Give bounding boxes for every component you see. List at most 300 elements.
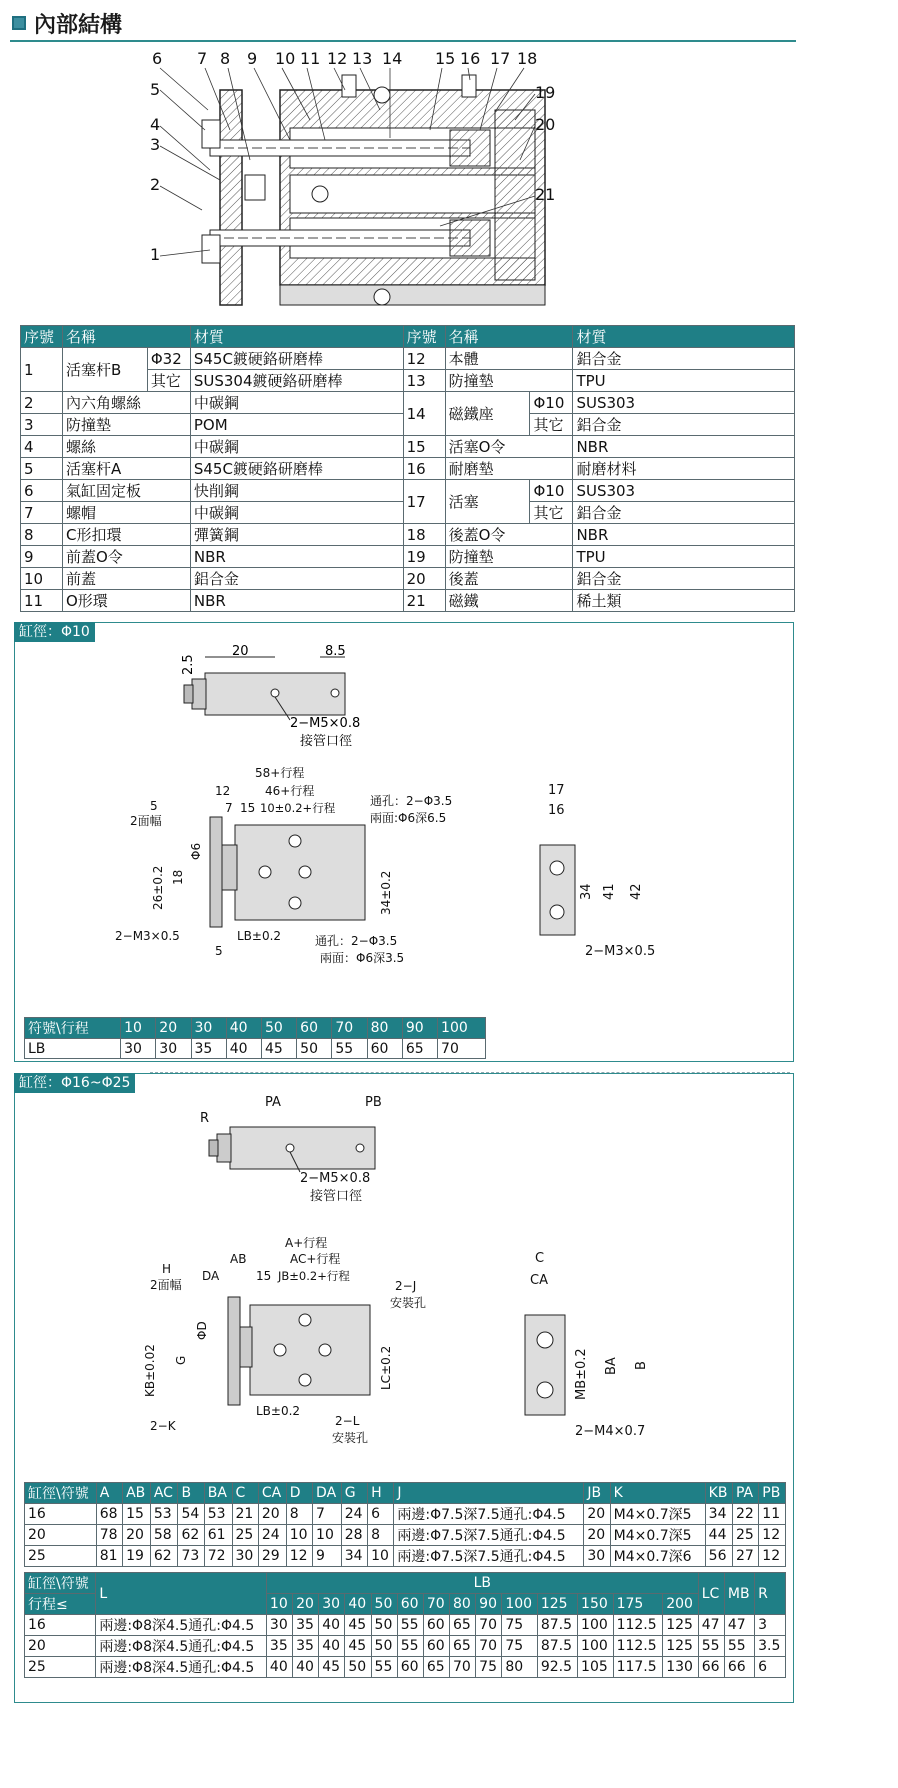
- dim-pb: PB: [365, 1095, 382, 1110]
- cell: 其它: [147, 370, 190, 392]
- cell: 45: [345, 1615, 371, 1636]
- cell: 45: [345, 1636, 371, 1657]
- dim-ab: AB: [230, 1252, 247, 1266]
- header-name-right: 名稱: [445, 326, 573, 348]
- cell: 68: [96, 1504, 122, 1525]
- cell: 65: [450, 1615, 476, 1636]
- cell: 35: [293, 1615, 319, 1636]
- header-material-right: 材質: [573, 326, 795, 348]
- cell: 12: [403, 348, 445, 370]
- cell: 4: [21, 436, 63, 458]
- cell: DA: [313, 1483, 342, 1504]
- dim-lb-2: LB±0.2: [256, 1404, 301, 1418]
- cell: 45: [261, 1039, 296, 1059]
- cell: 35: [266, 1636, 292, 1657]
- cell: 200: [663, 1594, 699, 1615]
- dim-12: 12: [215, 784, 231, 798]
- cell: 符號\行程: [25, 1018, 121, 1039]
- dim-phi6: Φ6: [189, 842, 203, 860]
- callout-1: 1: [150, 245, 161, 264]
- callout-10: 10: [275, 50, 296, 68]
- cell: 10: [286, 1525, 312, 1546]
- cell: 19: [123, 1546, 151, 1567]
- cell: AC: [150, 1483, 178, 1504]
- cell: 175: [613, 1594, 663, 1615]
- cell: 25: [232, 1525, 258, 1546]
- cell: 15: [123, 1504, 151, 1525]
- cell: MB: [724, 1573, 754, 1615]
- cell: LC: [698, 1573, 724, 1615]
- cell: H: [368, 1483, 394, 1504]
- cell: 鋁合金: [573, 568, 795, 590]
- cell: 47: [698, 1615, 724, 1636]
- callout-6: 6: [152, 50, 163, 68]
- cell: M4×0.7深5: [610, 1504, 705, 1525]
- cell: 30: [121, 1039, 156, 1059]
- cell: 15: [403, 436, 445, 458]
- cell: 44: [705, 1525, 732, 1546]
- cell: 缸徑\符號: [25, 1483, 97, 1504]
- cell: 10: [266, 1594, 292, 1615]
- port-label-2: 接管口徑: [310, 1189, 363, 1204]
- thread-m3: 2−M3×0.5: [115, 929, 180, 943]
- cell: 65: [423, 1657, 449, 1678]
- cell: 50: [371, 1636, 397, 1657]
- thread-m3-end: 2−M3×0.5: [585, 944, 656, 959]
- cell: 45: [319, 1657, 345, 1678]
- parts-table: [20, 325, 795, 612]
- cell: 3: [755, 1615, 786, 1636]
- cell: 27: [732, 1546, 758, 1567]
- dim-h: H: [162, 1262, 172, 1276]
- table-row: [21, 546, 795, 568]
- table-row: [21, 568, 795, 590]
- cell: 20: [258, 1504, 286, 1525]
- cell: LB: [266, 1573, 698, 1594]
- cell: 活塞杆A: [62, 458, 190, 480]
- callout-21: 21: [535, 185, 556, 204]
- cell: 72: [204, 1546, 232, 1567]
- cell: 中碳鋼: [190, 436, 403, 458]
- mount-hole-l: 2−L: [335, 1414, 360, 1428]
- callout-3: 3: [150, 135, 161, 154]
- cell: 75: [502, 1615, 538, 1636]
- cell: M4×0.7深6: [610, 1546, 705, 1567]
- port-size: 2−M5×0.8: [290, 716, 361, 731]
- section-bore-16-25-label: 缸徑：Φ16~Φ25: [14, 1073, 135, 1093]
- cell: 80: [502, 1657, 538, 1678]
- cell: 防撞墊: [445, 546, 573, 568]
- cell: 2: [21, 392, 63, 414]
- page-title: 內部結構: [34, 12, 123, 38]
- callout-7: 7: [197, 50, 208, 68]
- dim-20: 20: [232, 645, 249, 659]
- cell: 10: [368, 1546, 394, 1567]
- cell: 鋁合金: [573, 502, 795, 524]
- cell: 87.5: [537, 1636, 577, 1657]
- cell: 11: [759, 1504, 786, 1525]
- cell: 螺絲: [62, 436, 190, 458]
- cell: 24: [341, 1504, 367, 1525]
- cell: 防撞墊: [445, 370, 573, 392]
- callout-18: 18: [517, 50, 538, 68]
- cell: 60: [397, 1594, 423, 1615]
- port-size-2: 2−M5×0.8: [300, 1171, 371, 1186]
- cell: 其它: [530, 414, 573, 436]
- cell: 34: [341, 1546, 367, 1567]
- cell: G: [341, 1483, 367, 1504]
- cell: 61: [204, 1525, 232, 1546]
- cell: 35: [293, 1636, 319, 1657]
- dim-41: 41: [602, 883, 617, 900]
- cell: 16: [25, 1615, 96, 1636]
- dim-17: 17: [548, 783, 565, 798]
- cell: 3: [21, 414, 63, 436]
- cell: 100: [438, 1018, 486, 1039]
- cell: 活塞: [445, 480, 530, 524]
- cell: M4×0.7深5: [610, 1525, 705, 1546]
- cell: 25: [25, 1546, 97, 1567]
- dim-15: 15: [240, 801, 256, 815]
- cell: 55: [698, 1636, 724, 1657]
- table-row: [25, 1039, 486, 1059]
- cell: 90: [402, 1018, 437, 1039]
- cell: S45C鍍硬鉻研磨棒: [190, 458, 403, 480]
- callout-14: 14: [382, 50, 403, 68]
- cell: 鋁合金: [190, 568, 403, 590]
- cell: 55: [371, 1657, 397, 1678]
- cell: 66: [724, 1657, 754, 1678]
- dim-pa: PA: [265, 1095, 281, 1110]
- cell: 50: [261, 1018, 296, 1039]
- cell: 25: [732, 1525, 758, 1546]
- cell: NBR: [190, 590, 403, 612]
- mount-hole-l-label: 安裝孔: [332, 1431, 369, 1445]
- through-hole-top: 通孔：2−Φ3.5: [370, 794, 453, 808]
- cell: 40: [319, 1615, 345, 1636]
- header-no-right: 序號: [403, 326, 445, 348]
- cell: 150: [578, 1594, 614, 1615]
- dim-phid: ΦD: [195, 1321, 209, 1340]
- cell: J: [394, 1483, 584, 1504]
- cell: 後蓋O令: [445, 524, 573, 546]
- table-row: [21, 348, 795, 370]
- cell: 60: [423, 1636, 449, 1657]
- cell: C形扣環: [62, 524, 190, 546]
- cell: 125: [663, 1636, 699, 1657]
- cell: 50: [371, 1615, 397, 1636]
- callout-16: 16: [460, 50, 481, 68]
- dim-g: G: [174, 1355, 188, 1365]
- cell: 兩邊:Φ8深4.5通孔:Φ4.5: [96, 1657, 267, 1678]
- thread-k: 2−K: [150, 1419, 176, 1433]
- counterbore-bottom: 兩面：Φ6深3.5: [320, 951, 405, 965]
- dim-ac-stroke: AC+行程: [290, 1252, 341, 1266]
- thread-m4: 2−M4×0.7: [575, 1424, 646, 1439]
- cell: 12: [759, 1525, 786, 1546]
- dim-34-end: 34: [579, 883, 594, 900]
- cell: 7: [21, 502, 63, 524]
- cell: 13: [403, 370, 445, 392]
- cell: 58: [150, 1525, 178, 1546]
- cell: 14: [403, 392, 445, 436]
- dim-da: DA: [202, 1269, 220, 1283]
- cell: 鋁合金: [573, 348, 795, 370]
- cell: 前蓋O令: [62, 546, 190, 568]
- cell: 9: [313, 1546, 342, 1567]
- bore10-lb-table: [24, 1017, 486, 1059]
- cell: Φ10: [530, 392, 573, 414]
- cell: 54: [178, 1504, 204, 1525]
- table-row: [21, 436, 795, 458]
- dim-ca: CA: [530, 1273, 548, 1288]
- cell: 前蓋: [62, 568, 190, 590]
- cell: 29: [258, 1546, 286, 1567]
- callout-12: 12: [327, 50, 348, 68]
- dim-c: C: [535, 1251, 545, 1266]
- cell: 60: [297, 1018, 332, 1039]
- dim-42: 42: [629, 883, 644, 900]
- cell: 78: [96, 1525, 122, 1546]
- cell: 兩邊:Φ7.5深7.5通孔:Φ4.5: [394, 1546, 584, 1567]
- callout-4: 4: [150, 115, 161, 134]
- cell: SUS304鍍硬鉻研磨棒: [190, 370, 403, 392]
- cell: 70: [450, 1657, 476, 1678]
- table-row: [21, 392, 795, 414]
- cell: 75: [502, 1636, 538, 1657]
- cell: 81: [96, 1546, 122, 1567]
- bore16-end-view: [505, 1240, 685, 1440]
- cell: 70: [438, 1039, 486, 1059]
- cell: 40: [266, 1657, 292, 1678]
- cell: 92.5: [537, 1657, 577, 1678]
- cell: 50: [345, 1657, 371, 1678]
- cell: KB: [705, 1483, 732, 1504]
- cell: 耐磨材料: [573, 458, 795, 480]
- cell: 螺帽: [62, 502, 190, 524]
- table-row: [25, 1657, 786, 1678]
- cell: B: [178, 1483, 204, 1504]
- cell: 18: [403, 524, 445, 546]
- cell: 磁鐵座: [445, 392, 530, 436]
- cell: SUS303: [573, 392, 795, 414]
- cell: 47: [724, 1615, 754, 1636]
- cell: 35: [191, 1039, 226, 1059]
- cell: S45C鍍硬鉻研磨棒: [190, 348, 403, 370]
- cell: 55: [397, 1636, 423, 1657]
- cell: 快削鋼: [190, 480, 403, 502]
- callout-5: 5: [150, 80, 161, 99]
- cell: 50: [371, 1594, 397, 1615]
- cell: 10: [121, 1018, 156, 1039]
- bore10-top-view: [180, 645, 410, 760]
- dim-2-5: 2.5: [181, 654, 196, 675]
- cell: 1: [21, 348, 63, 392]
- cell: 30: [156, 1039, 191, 1059]
- cell: 75: [476, 1657, 502, 1678]
- section-header: [10, 6, 796, 42]
- bore10-end-view: [510, 770, 680, 960]
- dim-lc: LC±0.2: [379, 1345, 393, 1390]
- table-row: [25, 1504, 786, 1525]
- cell: SUS303: [573, 480, 795, 502]
- table-row: [25, 1546, 786, 1567]
- dim-58-stroke: 58+行程: [255, 766, 305, 780]
- cell: 70: [332, 1018, 367, 1039]
- cell: AB: [123, 1483, 151, 1504]
- cell: PA: [732, 1483, 758, 1504]
- cell: LB: [25, 1039, 121, 1059]
- cell: 25: [25, 1657, 96, 1678]
- cell: 19: [403, 546, 445, 568]
- cell: 彈簧鋼: [190, 524, 403, 546]
- cell: Φ32: [147, 348, 190, 370]
- table-row: [25, 1525, 786, 1546]
- callout-17: 17: [490, 50, 511, 68]
- cell: 鋁合金: [573, 414, 795, 436]
- cell: 兩邊:Φ8深4.5通孔:Φ4.5: [96, 1636, 267, 1657]
- cell: 40: [293, 1657, 319, 1678]
- cell: 117.5: [613, 1657, 663, 1678]
- cell: 53: [204, 1504, 232, 1525]
- cell: 20: [123, 1525, 151, 1546]
- cell: 62: [178, 1525, 204, 1546]
- callout-20: 20: [535, 115, 556, 134]
- callout-9: 9: [247, 50, 258, 68]
- bore10-side-view: [110, 765, 480, 975]
- table-row: [21, 590, 795, 612]
- cell: 6: [368, 1504, 394, 1525]
- cell: 22: [732, 1504, 758, 1525]
- cell: 30: [191, 1018, 226, 1039]
- cell: JB: [584, 1483, 610, 1504]
- cell: 87.5: [537, 1615, 577, 1636]
- callout-11: 11: [300, 50, 321, 68]
- table-row: [25, 1573, 786, 1594]
- cell: 60: [367, 1039, 402, 1059]
- cell: 中碳鋼: [190, 502, 403, 524]
- cell: 8: [21, 524, 63, 546]
- through-hole-bottom: 通孔：2−Φ3.5: [315, 934, 398, 948]
- cell: 稀土類: [573, 590, 795, 612]
- parts-header-row: [21, 326, 795, 348]
- square-bullet-icon: [12, 16, 26, 30]
- cell: 100: [578, 1636, 614, 1657]
- mount-hole-j-label: 安裝孔: [390, 1296, 427, 1310]
- callout-8: 8: [220, 50, 231, 68]
- cell: 11: [21, 590, 63, 612]
- cell: BA: [204, 1483, 232, 1504]
- cell: L: [96, 1573, 267, 1615]
- cell: 3.5: [755, 1636, 786, 1657]
- table-row: [21, 458, 795, 480]
- cell: 21: [232, 1504, 258, 1525]
- cell: TPU: [573, 370, 795, 392]
- cell: O形環: [62, 590, 190, 612]
- dim-a-stroke: A+行程: [285, 1236, 328, 1250]
- cell: K: [610, 1483, 705, 1504]
- cell: 7: [313, 1504, 342, 1525]
- cell: 20: [25, 1525, 97, 1546]
- callout-19: 19: [535, 83, 556, 102]
- cell: 65: [450, 1636, 476, 1657]
- dim-16: 16: [548, 803, 565, 818]
- cell: 50: [297, 1039, 332, 1059]
- cell: D: [286, 1483, 312, 1504]
- cell: 活塞杆B: [62, 348, 147, 392]
- cell: 112.5: [613, 1615, 663, 1636]
- cell: 12: [759, 1546, 786, 1567]
- counterbore-top: 兩面:Φ6深6.5: [370, 811, 447, 825]
- cell: 60: [397, 1657, 423, 1678]
- dim-flats: 2面幅: [130, 814, 162, 828]
- cell: 兩邊:Φ8深4.5通孔:Φ4.5: [96, 1615, 267, 1636]
- cell: NBR: [190, 546, 403, 568]
- cell: 兩邊:Φ7.5深7.5通孔:Φ4.5: [394, 1504, 584, 1525]
- cell: 105: [578, 1657, 614, 1678]
- dim-flats-2: 2面幅: [150, 1278, 182, 1292]
- callout-15: 15: [435, 50, 456, 68]
- dim-5: 5: [150, 799, 158, 813]
- cell: 40: [226, 1018, 261, 1039]
- cell: 40: [226, 1039, 261, 1059]
- dim-jb-stroke: JB±0.2+行程: [278, 1269, 350, 1283]
- callout-13: 13: [352, 50, 373, 68]
- cell: 缸徑\符號: [25, 1573, 96, 1594]
- assembly-drawing: [150, 50, 630, 312]
- cell: 30: [319, 1594, 345, 1615]
- cell: 40: [345, 1594, 371, 1615]
- cell: A: [96, 1483, 122, 1504]
- cell: 62: [150, 1546, 178, 1567]
- bore16-side-view: [110, 1235, 470, 1450]
- table-row: [25, 1018, 486, 1039]
- header-material-left: 材質: [190, 326, 403, 348]
- cell: 12: [286, 1546, 312, 1567]
- cell: 70: [476, 1636, 502, 1657]
- dim-8-5: 8.5: [325, 645, 346, 659]
- dim-18: 18: [171, 869, 185, 885]
- cell: 40: [319, 1636, 345, 1657]
- cell: 5: [21, 458, 63, 480]
- table-row: [25, 1615, 786, 1636]
- table-row: [21, 524, 795, 546]
- cell: 耐磨墊: [445, 458, 573, 480]
- dim-lb: LB±0.2: [237, 929, 282, 943]
- cell: 20: [584, 1504, 610, 1525]
- cell: TPU: [573, 546, 795, 568]
- cell: 10: [313, 1525, 342, 1546]
- section-bore-10-label: 缸徑：Φ10: [14, 622, 95, 642]
- cell: 9: [21, 546, 63, 568]
- cell: 70: [476, 1615, 502, 1636]
- cell: 20: [25, 1636, 96, 1657]
- dim-10-stroke: 10±0.2+行程: [260, 801, 336, 815]
- mount-hole-j: 2−J: [395, 1279, 417, 1293]
- cell: 53: [150, 1504, 178, 1525]
- cell: 55: [724, 1636, 754, 1657]
- cell: 後蓋: [445, 568, 573, 590]
- cell: 73: [178, 1546, 204, 1567]
- cell: 66: [698, 1657, 724, 1678]
- cell: NBR: [573, 524, 795, 546]
- cell: Φ10: [530, 480, 573, 502]
- table-row: [25, 1636, 786, 1657]
- header-name-left: 名稱: [62, 326, 190, 348]
- cell: 活塞O令: [445, 436, 573, 458]
- cell: CA: [258, 1483, 286, 1504]
- cell: 17: [403, 480, 445, 524]
